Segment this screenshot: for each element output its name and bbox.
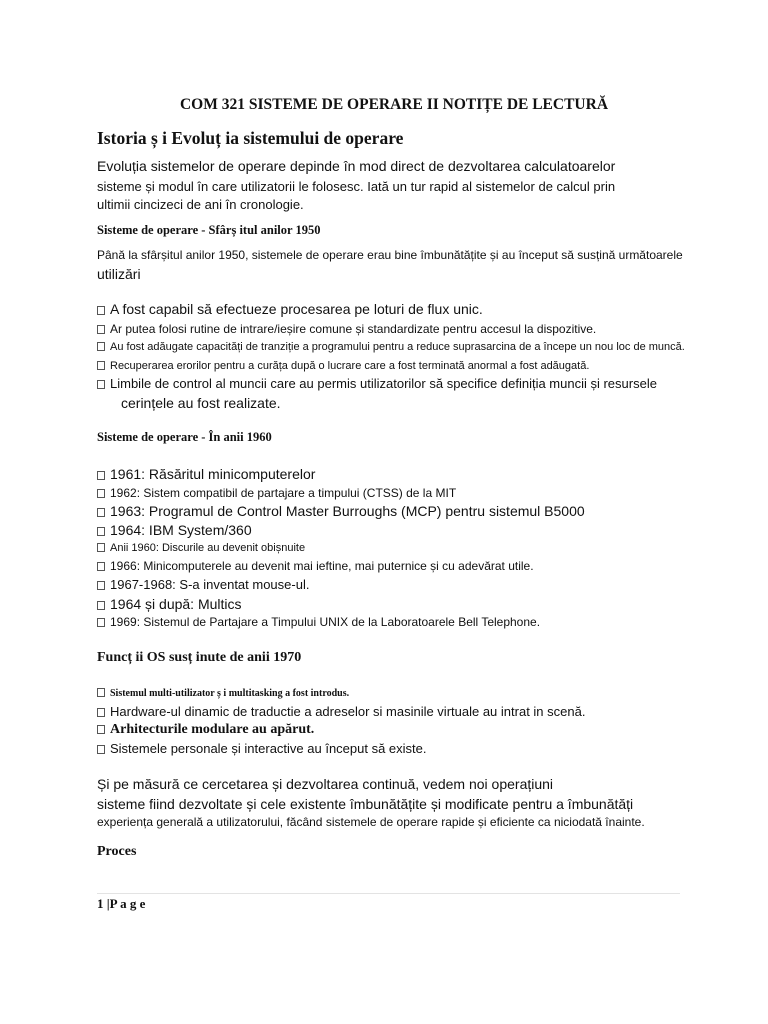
bullet-box-icon [97,745,105,754]
list-item: 1967-1968: S-a inventat mouse-ul. [97,577,309,592]
bullet-box-icon [97,601,105,610]
list-item: 1966: Minicomputerele au devenit mai ieftine, mai puternice și cu adevărat utile. [97,559,534,573]
page-footer: 1 |P a g e [97,896,146,911]
document-title: COM 321 SISTEME DE OPERARE II NOTIȚE DE LECTURĂ [179,96,609,113]
bullet-box-icon [97,380,105,389]
bullet-box-icon [97,708,105,717]
intro-line: Evoluția sistemelor de operare depinde în mod direct de dezvoltarea calculatoarelor [97,158,616,174]
footer-divider [97,893,680,894]
closing-line: experiența generală a utilizatorului, făcând sistemele de operare rapide și eficiente ca niciodată înainte. [97,815,645,829]
bullet-box-icon [97,306,105,315]
list-item: 1962: Sistem compatibil de partajare a timpului (CTSS) de la MIT [97,486,456,500]
bullet-box-icon [97,581,105,590]
bullet-box-icon [97,361,105,370]
bullet-box-icon [97,618,105,627]
heading-1960: Sisteme de operare - În anii 1960 [97,430,272,444]
list-item: 1963: Programul de Control Master Burroughs (MCP) pentru sistemul B5000 [97,503,585,519]
bullet-box-icon [97,325,105,334]
intro-line: sisteme și modul în care utilizatorii le folosesc. Iată un tur rapid al sistemelor de calcul prin [97,179,616,194]
list-item: Arhitecturile modulare au apărut. [97,722,314,738]
list-item: Hardware-ul dinamic de traductie a adreselor si masinile virtuale au intrat in scenă. [97,704,585,719]
closing-line: sisteme fiind dezvoltate și cele existente îmbunătățite și modificate pentru a îmbunătăți [97,796,634,812]
intro-line: ultimii cincizeci de ani în cronologie. [97,197,304,212]
lead-line: Până la sfârșitul anilor 1950, sistemele de operare erau bine îmbunătățite și au început să susțină următoarele [97,248,683,262]
list-item: 1961: Răsăritul minicomputerelor [97,466,315,482]
bullet-box-icon [97,725,105,734]
bullet-box-icon [97,471,105,480]
list-item: Sistemele personale și interactive au început să existe. [97,741,427,756]
bullet-box-icon [97,688,105,697]
bullet-box-icon [97,527,105,536]
bullet-box-icon [97,508,105,517]
heading-history: Istoria ș i Evoluț ia sistemului de operare [97,128,404,148]
list-item-continuation: cerințele au fost realizate. [121,395,281,411]
list-item: Recuperarea erorilor pentru a curăța după o lucrare care a fost terminată anormal a fost adăugată. [97,360,589,372]
list-item: Sistemul multi-utilizator ș i multitasking a fost introdus. [97,688,349,699]
bullet-box-icon [97,543,105,552]
bullet-box-icon [97,562,105,571]
list-item: A fost capabil să efectueze procesarea pe loturi de flux unic. [97,301,483,317]
list-item: Au fost adăugate capacități de tranziție a programului pentru a reduce suprasarcina de a începe un nou loc de muncă. [97,341,685,353]
list-item: Limbile de control al muncii care au permis utilizatorilor să specifice definiția muncii și resursele [97,376,657,391]
list-item: Ar putea folosi rutine de intrare/ieșire comune și standardizate pentru accesul la dispozitive. [97,322,596,336]
list-item: 1964: IBM System/360 [97,522,252,538]
lead-line: utilizări [97,266,141,282]
closing-line: Și pe măsură ce cercetarea și dezvoltarea continuă, vedem noi operațiuni [97,776,554,792]
bullet-box-icon [97,342,105,351]
heading-1950: Sisteme de operare - Sfârș itul anilor 1950 [97,223,321,237]
heading-1970: Funcț ii OS susț inute de anii 1970 [97,650,302,665]
bullet-box-icon [97,489,105,498]
list-item: 1964 și după: Multics [97,596,242,612]
heading-proces: Proces [97,844,137,859]
list-item: 1969: Sistemul de Partajare a Timpului UNIX de la Laboratoarele Bell Telephone. [97,615,540,629]
list-item: Anii 1960: Discurile au devenit obișnuite [97,542,305,554]
